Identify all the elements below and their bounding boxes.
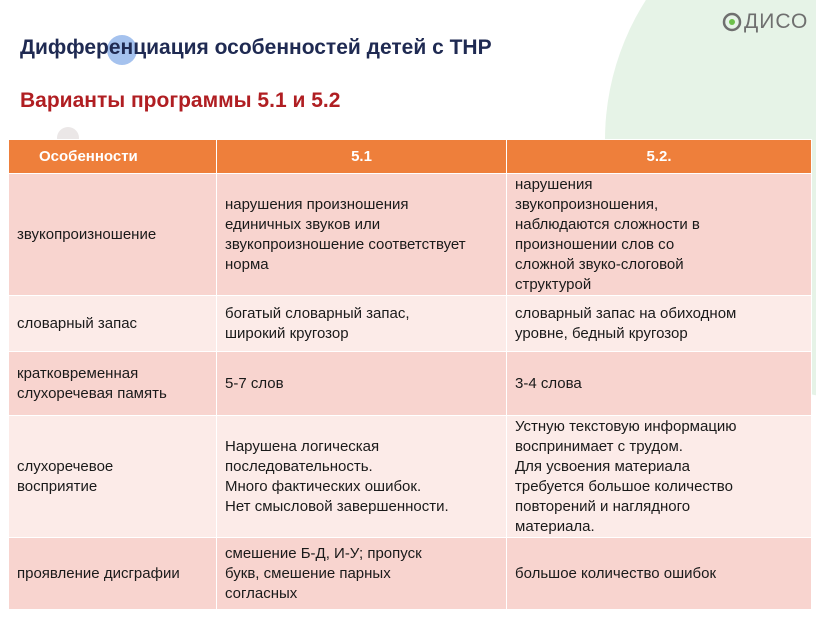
cell-text-line: структурой — [515, 275, 592, 293]
header-variant-5-2: 5.2. — [507, 140, 812, 174]
table-header-row — [9, 140, 812, 174]
cell-feature — [9, 538, 217, 610]
cell-text-line: восприятие — [17, 477, 98, 495]
cell-text-line: нарушения произношения — [225, 195, 409, 213]
cell-text-line: Для усвоения материала — [515, 457, 690, 475]
cell-feature — [9, 296, 217, 352]
cell-text-line: Много фактических ошибок. — [225, 477, 422, 495]
cell-variant-5-1 — [217, 538, 507, 610]
cell-text-line: повторений и наглядного — [515, 497, 691, 515]
table-row — [9, 296, 812, 352]
header-features: Особенности — [9, 140, 217, 174]
cell-text-line: словарный запас на обиходном — [515, 304, 737, 322]
cell-text-line: слухоречевое — [17, 457, 114, 475]
page-subtitle: Варианты программы 5.1 и 5.2 — [20, 89, 341, 112]
cell-variant-5-2 — [507, 538, 812, 610]
cell-text-line: последовательность. — [225, 457, 373, 475]
cell-feature — [9, 352, 217, 416]
cell-variant-5-2 — [507, 352, 812, 416]
cell-text-line: единичных звуков или — [225, 215, 381, 233]
cell-text-line: 3-4 слова — [515, 374, 582, 392]
cell-text-line: согласных — [225, 584, 298, 602]
table-row — [9, 174, 812, 296]
page-title: Дифференциация особенностей детей с ТНР — [20, 36, 492, 59]
cell-text-line: Нарушена логическая — [225, 437, 380, 455]
cell-text-line: требуется большое количество — [515, 477, 733, 495]
cell-text-line: кратковременная — [17, 364, 139, 382]
cell-variant-5-2 — [507, 416, 812, 538]
cell-text-line: воспринимает с трудом. — [515, 437, 683, 455]
cell-text-line: нарушения — [515, 175, 593, 193]
cell-text-line: богатый словарный запас, — [225, 304, 410, 322]
table-row — [9, 538, 812, 610]
cell-text-line: 5-7 слов — [225, 374, 284, 392]
cell-text-line: Устную текстовую информацию — [515, 417, 737, 435]
cell-variant-5-1 — [217, 296, 507, 352]
cell-text-line: звукопроизношение — [17, 225, 157, 243]
cell-feature — [9, 416, 217, 538]
table-row — [9, 416, 812, 538]
cell-text-line: большое количество ошибок — [515, 564, 717, 582]
cell-variant-5-1 — [217, 352, 507, 416]
cell-text-line: произношении слов со — [515, 235, 675, 253]
cell-text-line: слухоречевая память — [17, 384, 167, 402]
cell-variant-5-1 — [217, 174, 507, 296]
cell-text-line: наблюдаются сложности в — [515, 215, 700, 233]
logo — [722, 8, 808, 36]
cell-variant-5-2 — [507, 174, 812, 296]
comparison-table — [8, 139, 812, 610]
cell-text-line: норма — [225, 255, 269, 273]
table-row — [9, 352, 812, 416]
cell-variant-5-2 — [507, 296, 812, 352]
cell-text-line: уровне, бедный кругозор — [515, 324, 688, 342]
cell-text-line: Нет смысловой завершенности. — [225, 497, 449, 515]
cell-text-line: букв, смешение парных — [225, 564, 391, 582]
cell-text-line: сложной звуко-слоговой — [515, 255, 684, 273]
cell-text-line: словарный запас — [17, 314, 138, 332]
cell-text-line: материала. — [515, 517, 595, 535]
logo-circle-icon — [722, 12, 742, 32]
cell-feature — [9, 174, 217, 296]
logo-text: ДИСО — [744, 10, 809, 33]
cell-text-line: звукопроизношение соответствует — [225, 235, 466, 253]
cell-variant-5-1 — [217, 416, 507, 538]
cell-text-line: проявление дисграфии — [17, 564, 180, 582]
cell-text-line: звукопроизношения, — [515, 195, 659, 213]
cell-text-line: широкий кругозор — [225, 324, 349, 342]
header-variant-5-1: 5.1 — [217, 140, 507, 174]
cell-text-line: смешение Б-Д, И-У; пропуск — [225, 544, 422, 562]
